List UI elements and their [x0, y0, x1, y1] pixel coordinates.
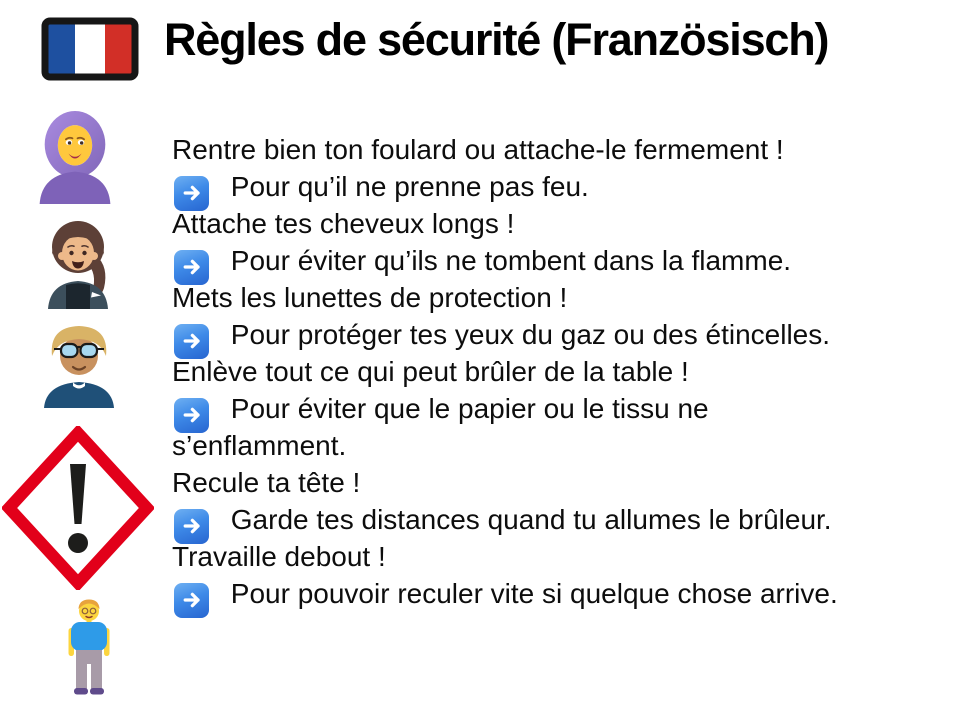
- rule-line: [172, 131, 952, 168]
- rule-line: [172, 427, 952, 464]
- line-text: Travaille debout !: [172, 541, 386, 572]
- rule-line: [172, 538, 952, 575]
- line-text: Pour éviter qu’ils ne tombent dans la flamme.: [230, 245, 792, 276]
- line-text: Mets les lunettes de protection !: [172, 282, 568, 313]
- france-flag-icon: [40, 16, 140, 82]
- rule-line: [172, 464, 952, 501]
- man-standing-emoji: [56, 598, 122, 698]
- line-text: Pour qu’il ne prenne pas feu.: [230, 171, 589, 202]
- woman-with-headscarf-emoji: [34, 108, 116, 204]
- line-text: Pour protéger tes yeux du gaz ou des étincelles.: [230, 319, 831, 350]
- reason-line: [172, 390, 952, 427]
- line-text: Attache tes cheveux longs !: [172, 208, 515, 239]
- ghs-exclamation-warning-pictogram: [2, 426, 154, 590]
- rule-line: [172, 279, 952, 316]
- rule-line: [172, 353, 952, 390]
- slide-title: Règles de sécurité (Französisch): [164, 14, 829, 65]
- reason-line: [172, 316, 952, 353]
- line-text: Recule ta tête !: [172, 467, 361, 498]
- reason-line: [172, 168, 952, 205]
- line-text: Garde tes distances quand tu allumes le brûleur.: [230, 504, 832, 535]
- rule-line: [172, 205, 952, 242]
- line-text: Pour éviter que le papier ou le tissu ne: [230, 393, 709, 424]
- reason-line: [172, 242, 952, 279]
- person-with-glasses-emoji: [37, 318, 121, 408]
- reason-line: [172, 501, 952, 538]
- rules-list: [172, 131, 952, 612]
- woman-with-ponytail-emoji: [42, 215, 114, 309]
- line-text: Pour pouvoir reculer vite si quelque chose arrive.: [230, 578, 838, 609]
- line-text: Enlève tout ce qui peut brûler de la table !: [172, 356, 689, 387]
- right-arrow-icon: [174, 583, 209, 618]
- reason-line: [172, 575, 952, 612]
- line-text: Rentre bien ton foulard ou attache-le fermement !: [172, 134, 784, 165]
- line-text: s’enflamment.: [172, 430, 347, 461]
